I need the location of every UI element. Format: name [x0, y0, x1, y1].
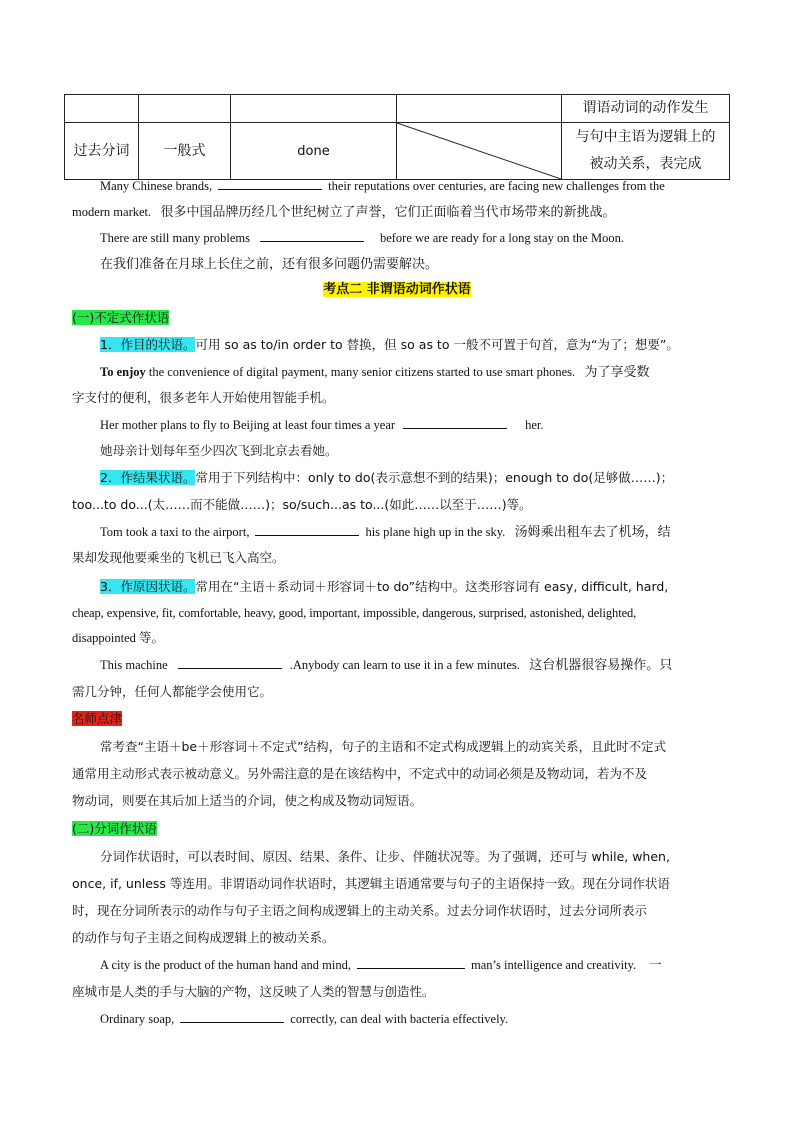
table-cell-tense: 一般式: [139, 123, 231, 180]
point-reason-cont: cheap, expensive, fit, comfortable, heavy, good, important, impossible, dangerous, surprised, astonished, delighted,: [72, 606, 637, 620]
example-sentence: To enjoy the convenience of digital payment, many senior citizens started to use smart phones. 为了享受数: [100, 365, 650, 380]
section-title: 考点二 非谓语动词作状语: [323, 282, 471, 297]
table-cell-function: 谓语动词的动作发生: [562, 95, 730, 123]
explanation: once, if, unless 等连用。非谓语动词作状语时，其逻辑主语通常要与句子的主语保持一致。现在分词作状语: [72, 876, 670, 891]
translation: 需几分钟，任何人都能学会使用它。: [72, 684, 273, 699]
non-finite-verb-table: [64, 94, 730, 180]
tip-text: 通常用主动形式表示被动意义。另外需注意的是在该结构中，不定式中的动词必须是及物动词，若为不及: [72, 766, 648, 781]
answer-blank[interactable]: [403, 414, 507, 429]
tip-text: 常考查“主语＋be＋形容词＋不定式”结构，句子的主语和不定式构成逻辑上的动宾关系，且此时不定式: [100, 739, 667, 754]
table-cell-form-name: 过去分词: [65, 123, 139, 180]
table-cell-function: [562, 123, 730, 180]
translation: 她母亲计划每年至少四次飞到北京去看她。: [100, 443, 338, 458]
function-line-1: 与句中主语为逻辑上的: [575, 129, 716, 145]
point-reason-cont: disappointed 等。: [72, 631, 165, 645]
table-row: [65, 95, 730, 123]
translation: 字支付的便利，很多老年人开始使用智能手机。: [72, 390, 335, 405]
example-sentence: There are still many problems before we are ready for a long stay on the Moon.: [100, 225, 752, 251]
example-sentence: Tom took a taxi to the airport, his plane high up in the sky. 汤姆乘出租车去了机场，结: [100, 519, 752, 546]
subheading-participle: (二)分词作状语: [72, 821, 157, 836]
translation: 在我们准备在月球上长住之前，还有很多问题仍需要解决。: [100, 257, 439, 272]
table-cell-diagonal: [397, 123, 562, 180]
example-sentence-cont: modern market. 很多中国品牌历经几个世纪树立了声誉，它们正面临着当代市场带来的新挑战。: [72, 205, 616, 220]
answer-blank[interactable]: [180, 1008, 284, 1023]
answer-blank[interactable]: [260, 227, 364, 242]
translation: 座城市是人类的手与大脑的产物，这反映了人类的智慧与创造性。: [72, 984, 435, 999]
point-result-cont: too...to do...(太……而不能做……)；so/such...as to...(如此……以至于……)等。: [72, 497, 532, 512]
tip-label: 名师点津: [72, 711, 123, 726]
example-sentence: Her mother plans to fly to Beijing at least four times a year her.: [100, 412, 752, 438]
table-cell: [231, 95, 397, 123]
translation: 果却发现他要乘坐的飞机已飞入高空。: [72, 550, 285, 565]
table-row: [65, 123, 730, 180]
function-line-2: 被动关系，表完成: [589, 156, 702, 172]
answer-blank[interactable]: [357, 954, 465, 969]
table-cell: [397, 95, 562, 123]
subheading-infinitive: (一)不定式作状语: [72, 310, 170, 325]
point-reason: 3．作原因状语。常用在“主语＋系动词＋形容词＋to do”结构中。这类形容词有 easy, difficult, hard,: [100, 579, 669, 594]
answer-blank[interactable]: [255, 521, 359, 536]
explanation: 分词作状语时，可以表时间、原因、结果、条件、让步、伴随状况等。为了强调，还可与 while, when,: [100, 849, 670, 864]
explanation: 时，现在分词所表示的动作与句子主语之间构成逻辑上的主动关系。过去分词作状语时，过去分词所表示: [72, 903, 648, 918]
example-sentence: Ordinary soap, correctly, can deal with bacteria effectively.: [100, 1006, 752, 1032]
answer-blank[interactable]: [218, 175, 322, 190]
example-sentence: A city is the product of the human hand and mind, man’s intelligence and creativity. 一: [100, 952, 752, 979]
diagonal-line: [397, 123, 561, 179]
point-purpose: 1．作目的状语。可用 so as to/in order to 替换，但 so as to 一般不可置于句首，意为“为了；想要”。: [100, 337, 679, 352]
explanation: 的动作与句子主语之间构成逻辑上的被动关系。: [72, 930, 335, 945]
table-cell: [65, 95, 139, 123]
tip-text: 物动词，则要在其后加上适当的介词，使之构成及物动词短语。: [72, 793, 423, 808]
point-result: 2．作结果状语。常用于下列结构中：only to do(表示意想不到的结果)；enough to do(足够做……)；: [100, 470, 674, 485]
answer-blank[interactable]: [178, 654, 282, 669]
table-cell-form: done: [231, 123, 397, 180]
table-cell: [139, 95, 231, 123]
example-sentence: This machine .Anybody can learn to use it in a few minutes. 这台机器很容易操作。只: [100, 652, 752, 679]
example-sentence: Many Chinese brands, their reputations over centuries, are facing new challenges from the: [100, 173, 752, 199]
